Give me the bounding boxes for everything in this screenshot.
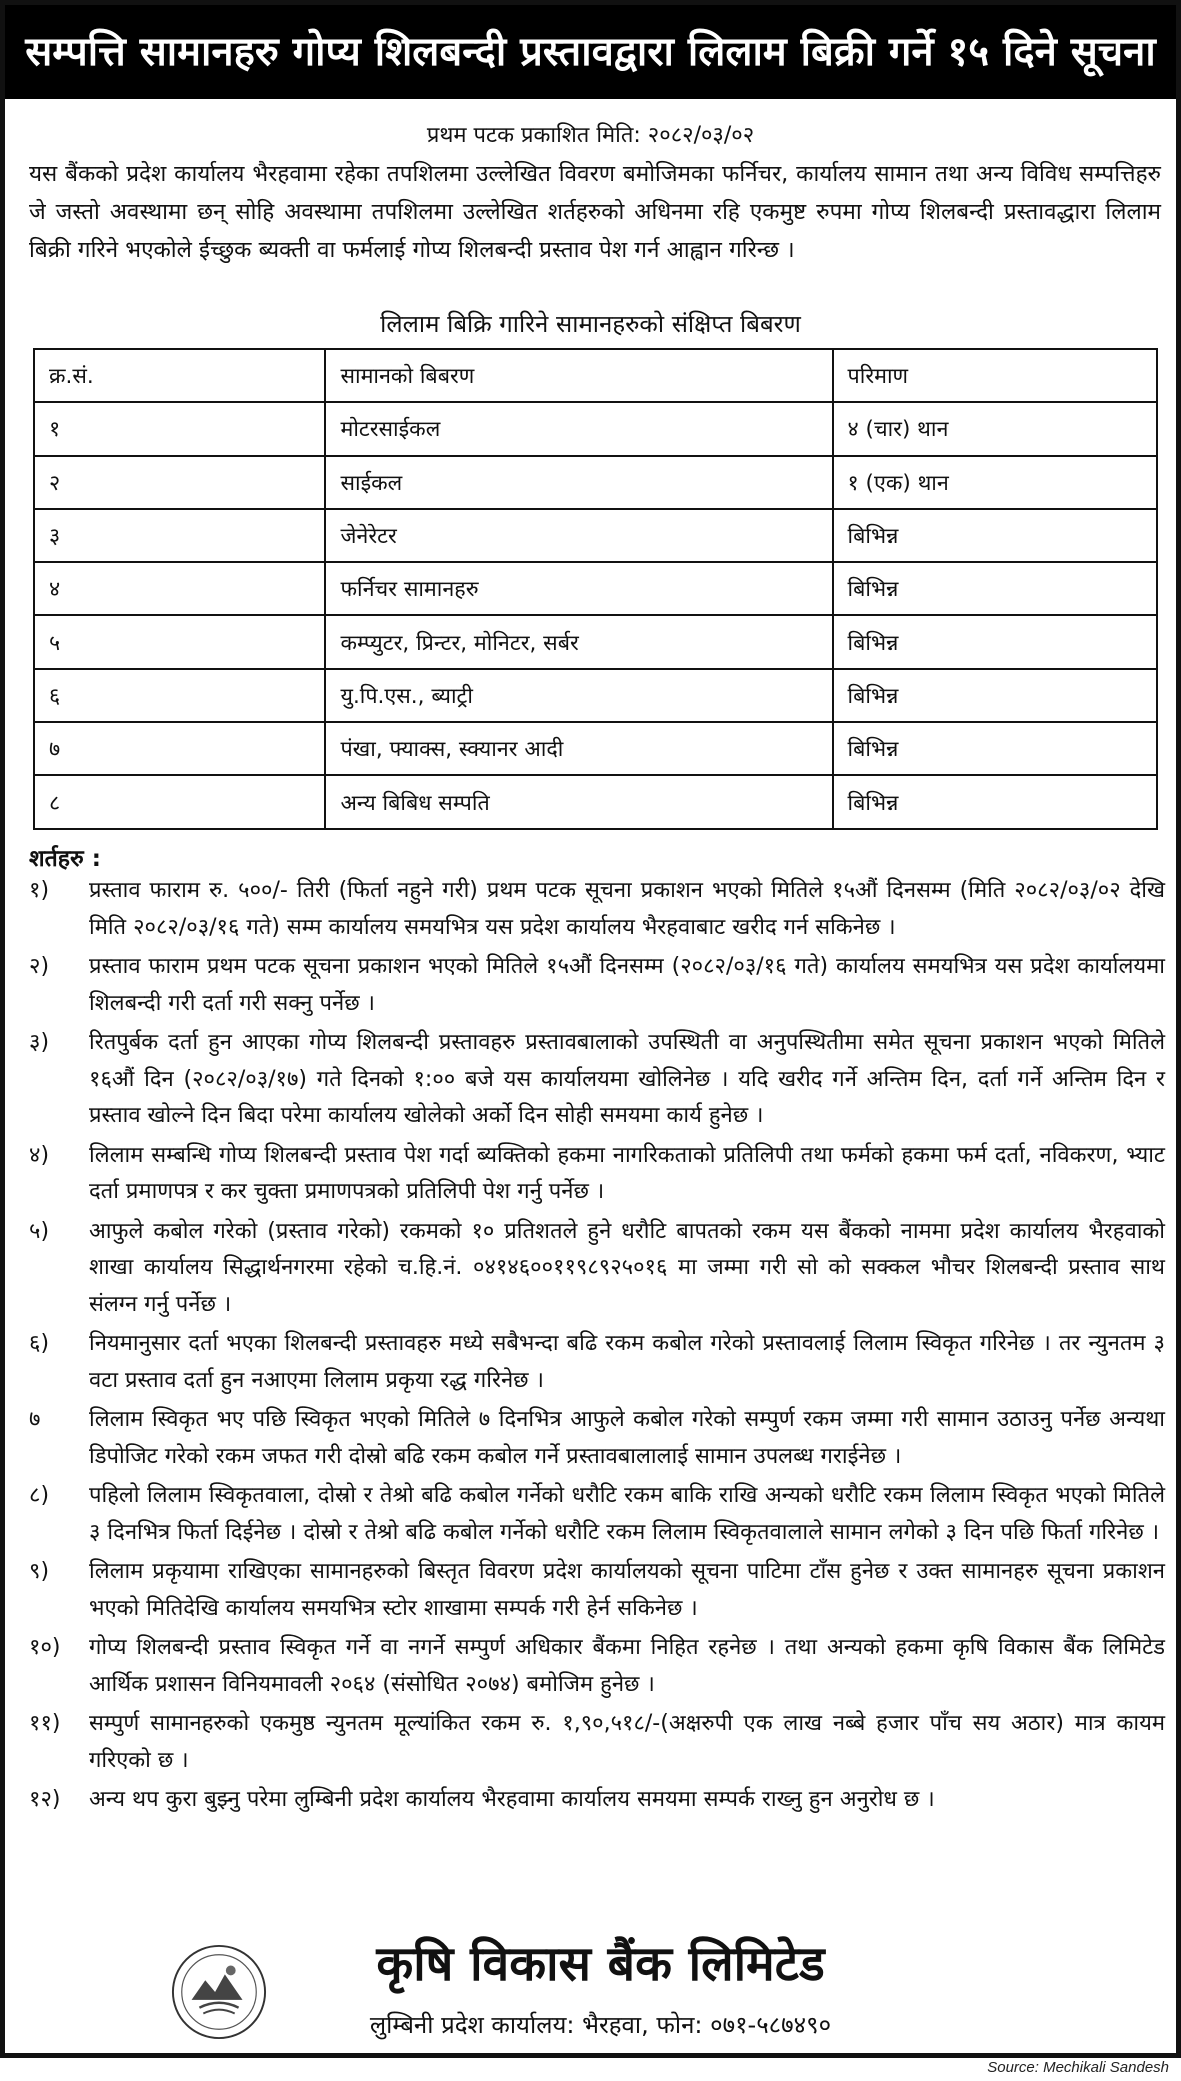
term-item [29, 1138, 1165, 1211]
header-serial: क्र.सं. [34, 349, 325, 402]
term-text: प्रस्ताव फाराम प्रथम पटक सूचना प्रकाशन भएको मितिले १५औं दिनसम्म (२०८२/०३/१६ गते) कार्यालय समयभित्र यस प्रदेश कार्यालयमा शिलबन्दी गरी दर्ता गरी सक्नु पर्नेछ । [89, 954, 1165, 1016]
row-quantity: बिभिन्न [833, 509, 1157, 562]
row-description: जेनेरेटर [325, 509, 832, 562]
row-description: यु.पि.एस., ब्याट्री [325, 669, 832, 722]
term-item [29, 1326, 1165, 1399]
table-row [34, 402, 1157, 455]
row-serial: २ [34, 456, 325, 509]
term-item [29, 1782, 1165, 1819]
term-number: ८) [29, 1483, 50, 1508]
table-row [34, 562, 1157, 615]
row-description: कम्प्युटर, प्रिन्टर, मोनिटर, सर्बर [325, 615, 832, 668]
row-quantity: ४ (चार) थान [833, 402, 1157, 455]
term-number: ५) [29, 1218, 50, 1244]
row-quantity: बिभिन्न [833, 562, 1157, 615]
term-item [29, 1630, 1165, 1703]
term-number: ७ [29, 1407, 41, 1432]
term-item [29, 949, 1165, 1022]
row-quantity: बिभिन्न [833, 669, 1157, 722]
intro-paragraph: यस बैंकको प्रदेश कार्यालय भैरहवामा रहेका तपशिलमा उल्लेखित विवरण बमोजिमका फर्निचर, कार्यालय सामान तथा अन्य विविध सम्पत्तिहरु जे जस्तो अवस्थामा छन् सोहि अवस्थामा तपशिलमा उल्लेखित शर्तहरुको अधिनमा रहि एकमुष्ट रुपमा गोप्य शिलबन्दी प्रस्तावद्धारा लिलाम बिक्री गरिने भएकोले ईच्छुक ब्यक्ती वा फर्मलाई गोप्य शिलबन्दी प्रस्ताव पेश गर्न आह्वान गरिन्छ । [29, 161, 1161, 263]
term-number: ११) [29, 1711, 61, 1736]
term-text: अन्य थप कुरा बुझ्नु परेमा लुम्बिनी प्रदेश कार्यालय भैरहवामा कार्यालय समयमा सम्पर्क राख्नु हुन अनुरोध छ । [89, 1787, 935, 1812]
term-text: गोप्य शिलबन्दी प्रस्ताव स्विकृत गर्ने वा नगर्ने सम्पुर्ण अधिकार बैंकमा निहित रहनेछ । तथा अन्यको हकमा कृषि विकास बैंक लिमिटेड आर्थिक प्रशासन विनियमावली २०६४ (संसोधित २०७४) बमोजिम हुनेछ । [89, 1635, 1165, 1697]
term-item [29, 1214, 1165, 1324]
table-row [34, 722, 1157, 775]
term-text: सम्पुर्ण सामानहरुको एकमुष्ठ न्युनतम मूल्यांकित रकम रु. १,९०,५१८/-(अक्षरुपी एक लाख नब्बे हजार पाँच सय अठार) मात्र कायम गरिएको छ । [89, 1711, 1165, 1773]
term-number: १०) [29, 1635, 61, 1660]
term-text: आफुले कबोल गरेको (प्रस्ताव गरेको) रकमको १० प्रतिशतले हुने धरौटि बापतको रकम यस बैंकको नाममा प्रदेश कार्यालय भैरहवाको शाखा कार्यालय सिद्धार्थनगरमा रहेको च.हि.नं. ०४१४६००११९८९२५०१६ मा जम्मा गरी सो को सक्कल भौचर शिलबन्दी प्रस्ताव साथ संलग्न गर्नु पर्नेछ । [89, 1218, 1165, 1317]
row-description: फर्निचर सामानहरु [325, 562, 832, 615]
row-description: अन्य बिबिध सम्पति [325, 775, 832, 828]
row-quantity: बिभिन्न [833, 615, 1157, 668]
row-description: पंखा, फ्याक्स, स्क्यानर आदी [325, 722, 832, 775]
term-number: १२) [29, 1787, 61, 1812]
row-serial: १ [34, 402, 325, 455]
term-item [29, 1478, 1165, 1551]
term-number: २) [29, 954, 50, 979]
terms-list [29, 873, 1165, 1822]
term-item [29, 1025, 1165, 1135]
term-text: पहिलो लिलाम स्विकृतवाला, दोस्रो र तेश्रो बढि कबोल गर्नेको धरौटि रकम बाकि राखि अन्यको धरौटि रकम लिलाम स्विकृत भएको मितिले ३ दिनभित्र फिर्ता दिईनेछ । दोस्रो र तेश्रो बढि कबोल गर्नेको धरौटि रकम लिलाम स्विकृतवालाले सामान लगेको ३ दिन पछि फिर्ता गरिनेछ । [89, 1483, 1165, 1545]
term-item [29, 1554, 1165, 1627]
table-row [34, 615, 1157, 668]
row-description: साईकल [325, 456, 832, 509]
row-serial: ६ [34, 669, 325, 722]
term-text: नियमानुसार दर्ता भएका शिलबन्दी प्रस्तावहरु मध्ये सबैभन्दा बढि रकम कबोल गरेको प्रस्तावलाई लिलाम स्विकृत गरिनेछ । तर न्युनतम ३ वटा प्रस्ताव दर्ता हुन नआएमा लिलाम प्रकृया रद्ध गरिनेछ । [89, 1331, 1165, 1393]
notice-title: सम्पत्ति सामानहरु गोप्य शिलबन्दी प्रस्तावद्वारा लिलाम बिक्री गर्ने १५ दिने सूचना [5, 5, 1176, 99]
table-heading: लिलाम बिक्रि गारिने सामानहरुको संक्षिप्त बिबरण [380, 310, 801, 338]
row-description: मोटरसाईकल [325, 402, 832, 455]
source-credit: Source: Mechikali Sandesh [987, 2059, 1169, 2076]
table-row [34, 775, 1157, 828]
term-number: ६) [29, 1331, 50, 1356]
items-table [33, 348, 1158, 830]
term-number: ३) [29, 1030, 50, 1055]
bank-name: कृषि विकास बैंक लिमिटेड [376, 1936, 825, 1992]
row-quantity: बिभिन्न [833, 722, 1157, 775]
header-description: सामानको बिबरण [325, 349, 832, 402]
term-item [29, 1402, 1165, 1475]
term-text: प्रस्ताव फाराम रु. ५००/- तिरी (फिर्ता नहुने गरी) प्रथम पटक सूचना प्रकाशन भएको मितिले १५औं दिनसम्म (मिति २०८२/०३/०२ देखि मिति २०८२/०३/१६ गते) सम्म कार्यालय समयभित्र यस प्रदेश कार्यालय भैरहवाबाट खरीद गर्न सकिनेछ । [89, 878, 1165, 940]
term-number: १) [29, 878, 50, 903]
row-serial: ४ [34, 562, 325, 615]
published-date: प्रथम पटक प्रकाशित मिति: २०८२/०३/०२ [426, 123, 755, 148]
term-text: लिलाम प्रकृयामा राखिएका सामानहरुको बिस्तृत विवरण प्रदेश कार्यालयको सूचना पाटिमा टाँस हुनेछ र उक्त सामानहरु सूचना प्रकाशन भएको मितिदेखि कार्यालय समयभित्र स्टोर शाखामा सम्पर्क गरी हेर्न सकिनेछ । [89, 1559, 1165, 1621]
term-text: रितपुर्बक दर्ता हुन आएका गोप्य शिलबन्दी प्रस्तावहरु प्रस्तावबालाको उपस्थिती वा अनुपस्थितीमा समेत सूचना प्रकाशन भएको मितिले १६औं दिन (२०८२/०३/१७) गते दिनको १:०० बजे यस कार्यालयमा खोलिनेछ । यदि खरीद गर्ने अन्तिम दिन, दर्ता गर्ने अन्तिम दिन र प्रस्ताव खोल्ने दिन बिदा परेमा कार्यालय खोलेको अर्को दिन सोही समयमा कार्य हुनेछ । [89, 1030, 1165, 1128]
term-text: लिलाम स्विकृत भए पछि स्विकृत भएको मितिले ७ दिनभित्र आफुले कबोल गरेको सम्पुर्ण रकम जम्मा गरी सामान उठाउनु पर्नेछ अन्यथा डिपोजिट गरेको रकम जफत गरी दोस्रो बढि रकम कबोल गर्ने प्रस्तावबालालाई सामान उपलब्ध गराईनेछ । [89, 1407, 1165, 1469]
term-number: ९) [29, 1559, 50, 1584]
term-number: ४) [29, 1142, 50, 1168]
table-row [34, 669, 1157, 722]
row-serial: ३ [34, 509, 325, 562]
row-serial: ७ [34, 722, 325, 775]
header-quantity: परिमाण [833, 349, 1157, 402]
term-item [29, 873, 1165, 946]
row-serial: ५ [34, 615, 325, 668]
term-text: लिलाम सम्बन्धि गोप्य शिलबन्दी प्रस्ताव पेश गर्दा ब्यक्तिको हकमा नागरिकताको प्रतिलिपी तथा फर्मको हकमा फर्म दर्ता, नविकरण, भ्याट दर्ता प्रमाणपत्र र कर चुक्ता प्रमाणपत्रको प्रतिलिपी पेश गर्नु पर्नेछ । [89, 1142, 1165, 1204]
table-row [34, 456, 1157, 509]
terms-heading: शर्तहरु : [29, 846, 101, 872]
table-row [34, 509, 1157, 562]
term-item [29, 1706, 1165, 1779]
office-contact-line: लुम्बिनी प्रदेश कार्यालय: भैरहवा, फोन: ०७१-५८७४९० [369, 2011, 832, 2039]
table-header-row [34, 349, 1157, 402]
row-quantity: बिभिन्न [833, 775, 1157, 828]
row-quantity: १ (एक) थान [833, 456, 1157, 509]
row-serial: ८ [34, 775, 325, 828]
